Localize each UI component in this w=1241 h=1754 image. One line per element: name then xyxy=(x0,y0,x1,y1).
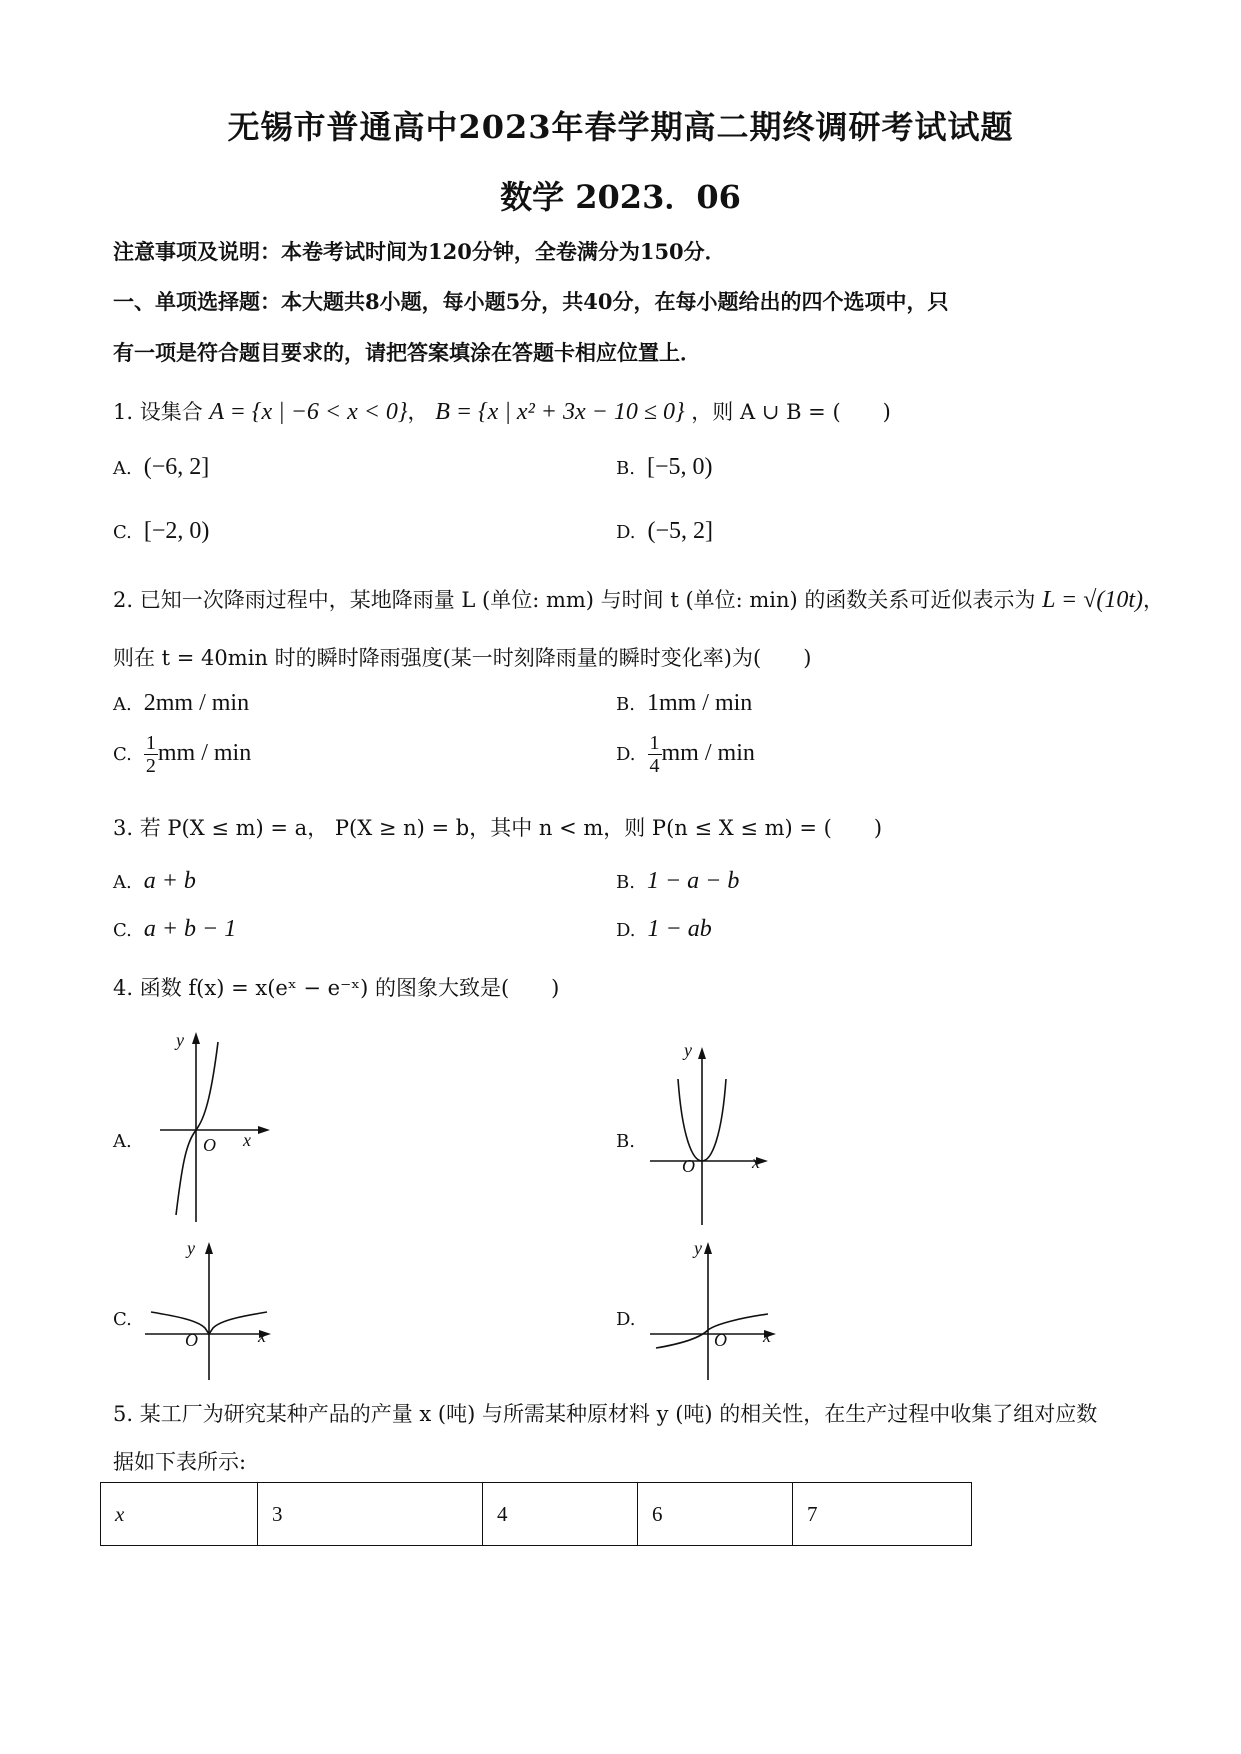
exam-subtitle: 数学 2023．06 xyxy=(500,178,741,216)
q1-option-b[interactable] xyxy=(616,454,712,481)
q1-option-a[interactable] xyxy=(113,454,209,481)
fraction-numerator: 1 xyxy=(649,732,660,754)
option-text: (−5, 2] xyxy=(647,518,714,544)
q3-option-d[interactable] xyxy=(616,916,712,943)
table-cell: 4 xyxy=(483,1483,638,1546)
question-number: 5. xyxy=(113,1402,134,1426)
graph-a xyxy=(160,1030,270,1230)
graph-b xyxy=(650,1045,770,1230)
option-label: C. xyxy=(113,920,132,941)
q3-option-c[interactable] xyxy=(113,916,236,943)
function-curve xyxy=(656,1314,768,1348)
question-2-line2: 则在 t = 40min 时的瞬时降雨强度(某一时刻降雨量的瞬时变化率)为( ) xyxy=(113,646,812,670)
question-5-line2: 据如下表所示: xyxy=(113,1450,247,1474)
option-text: a + b − 1 xyxy=(143,916,237,942)
exam-title: 无锡市普通高中2023年春学期高二期终调研考试试题 xyxy=(227,108,1014,146)
graph-c-origin-label: O xyxy=(185,1330,198,1350)
option-label: C. xyxy=(113,1309,132,1330)
option-text: [−2, 0) xyxy=(143,518,210,544)
option-text: mm / min xyxy=(661,740,755,766)
q2-option-d[interactable] xyxy=(616,732,755,777)
y-axis-arrow-icon xyxy=(704,1242,712,1254)
notice-text: 注意事项及说明：本卷考试时间为120分钟，全卷满分为150分． xyxy=(113,239,726,264)
option-label: D. xyxy=(616,522,636,543)
q4-option-d[interactable] xyxy=(616,1306,648,1330)
q3-option-b[interactable] xyxy=(616,868,739,895)
option-label: C. xyxy=(113,522,132,543)
y-axis-arrow-icon xyxy=(205,1242,213,1254)
option-label: B. xyxy=(616,694,635,715)
y-axis-arrow-icon xyxy=(192,1032,200,1044)
question-number: 1. xyxy=(113,400,134,424)
set-b-formula: B = {x | x² + 3x − 10 ≤ 0} xyxy=(435,399,685,425)
fraction-numerator: 1 xyxy=(145,732,156,754)
question-text-line1: 已知一次降雨过程中，某地降雨量 L (单位: mm) 与时间 t (单位: min) 的函数关系可近似表示为 xyxy=(139,588,1036,612)
question-1 xyxy=(113,396,891,426)
option-label: C. xyxy=(113,744,132,765)
graph-a-origin-label: O xyxy=(203,1135,216,1155)
option-label: A. xyxy=(113,872,132,893)
data-table xyxy=(100,1482,972,1546)
graph-c xyxy=(145,1240,275,1385)
table-header-cell: x xyxy=(101,1483,258,1546)
table-row xyxy=(101,1483,972,1546)
question-suffix: ，则 A ∪ B = ( ) xyxy=(691,400,891,424)
table-cell: 6 xyxy=(638,1483,793,1546)
graph-a-x-label: x xyxy=(243,1130,251,1150)
option-label: D. xyxy=(616,920,636,941)
fraction-denominator: 4 xyxy=(649,755,660,777)
option-label: B. xyxy=(616,872,635,893)
fraction-denominator: 2 xyxy=(145,755,156,777)
set-a-formula: A = {x | −6 < x < 0} xyxy=(209,399,408,425)
option-label: B. xyxy=(616,1131,635,1152)
option-label: D. xyxy=(616,1309,636,1330)
x-axis-arrow-icon xyxy=(258,1126,270,1134)
option-label: B. xyxy=(616,458,635,479)
option-text: (−6, 2] xyxy=(143,454,210,480)
question-text: 设集合 xyxy=(139,400,203,424)
q1-option-c[interactable] xyxy=(113,518,209,545)
q2-option-a[interactable] xyxy=(113,690,249,717)
section1-intro-line1: 一、单项选择题：本大题共8小题，每小题5分，共40分，在每小题给出的四个选项中，只 xyxy=(113,289,949,314)
table-cell: 3 xyxy=(258,1483,483,1546)
q3-option-a[interactable] xyxy=(113,868,196,895)
question-text: 若 P(X ≤ m) = a， P(X ≥ n) = b，其中 n < m，则 P(n ≤ X ≤ m) = ( ) xyxy=(139,816,883,840)
function-curve xyxy=(176,1042,218,1215)
fraction xyxy=(144,732,158,777)
option-label: A. xyxy=(113,458,132,479)
graph-c-x-label: x xyxy=(258,1326,266,1346)
graph-d-x-label: x xyxy=(763,1326,771,1346)
option-text: a + b xyxy=(143,868,196,894)
graph-b-x-label: x xyxy=(752,1152,760,1172)
question-4 xyxy=(113,972,559,1002)
option-text: 2mm / min xyxy=(143,690,250,716)
graph-d-y-label: y xyxy=(694,1238,702,1258)
question-text-line1: 某工厂为研究某种产品的产量 x (吨) 与所需某种原材料 y (吨) 的相关性，在生产过程中收集了组对应数 xyxy=(139,1402,1098,1426)
option-text: [−5, 0) xyxy=(646,454,713,480)
graph-b-origin-label: O xyxy=(682,1156,695,1176)
question-5 xyxy=(113,1398,1097,1428)
option-text: mm / min xyxy=(157,740,252,766)
question-3 xyxy=(113,812,882,842)
q4-option-b[interactable] xyxy=(616,1128,647,1152)
option-text: 1 − a − b xyxy=(646,868,740,894)
question-punct: ， xyxy=(1143,588,1165,612)
option-text: 1mm / min xyxy=(646,690,753,716)
graph-d-origin-label: O xyxy=(714,1330,727,1350)
question-text: 函数 f(x) = x(eˣ − e⁻ˣ) 的图象大致是( ) xyxy=(139,976,560,1000)
option-label: A. xyxy=(113,694,132,715)
q2-option-b[interactable] xyxy=(616,690,752,717)
question-number: 4. xyxy=(113,976,134,1000)
question-separator: ， xyxy=(407,400,429,424)
question-number: 3. xyxy=(113,816,134,840)
option-text: 1 − ab xyxy=(647,916,712,942)
graph-a-y-label: y xyxy=(176,1030,184,1050)
q4-option-c[interactable] xyxy=(113,1306,144,1330)
fraction xyxy=(648,732,662,777)
section1-intro-line2: 有一项是符合题目要求的，请把答案填涂在答题卡相应位置上． xyxy=(113,340,701,365)
y-axis-arrow-icon xyxy=(698,1047,706,1059)
option-label: D. xyxy=(616,744,636,765)
q4-option-a[interactable] xyxy=(113,1128,144,1152)
graph-b-y-label: y xyxy=(684,1040,692,1060)
table-cell: 7 xyxy=(793,1483,972,1546)
question-2 xyxy=(113,584,1164,614)
rainfall-formula: L = √(10t) xyxy=(1042,587,1144,613)
graph-d xyxy=(650,1240,780,1385)
q2-option-c[interactable] xyxy=(113,732,251,777)
option-label: A. xyxy=(113,1131,132,1152)
graph-c-y-label: y xyxy=(187,1238,195,1258)
question-number: 2. xyxy=(113,588,134,612)
q1-option-d[interactable] xyxy=(616,518,713,545)
